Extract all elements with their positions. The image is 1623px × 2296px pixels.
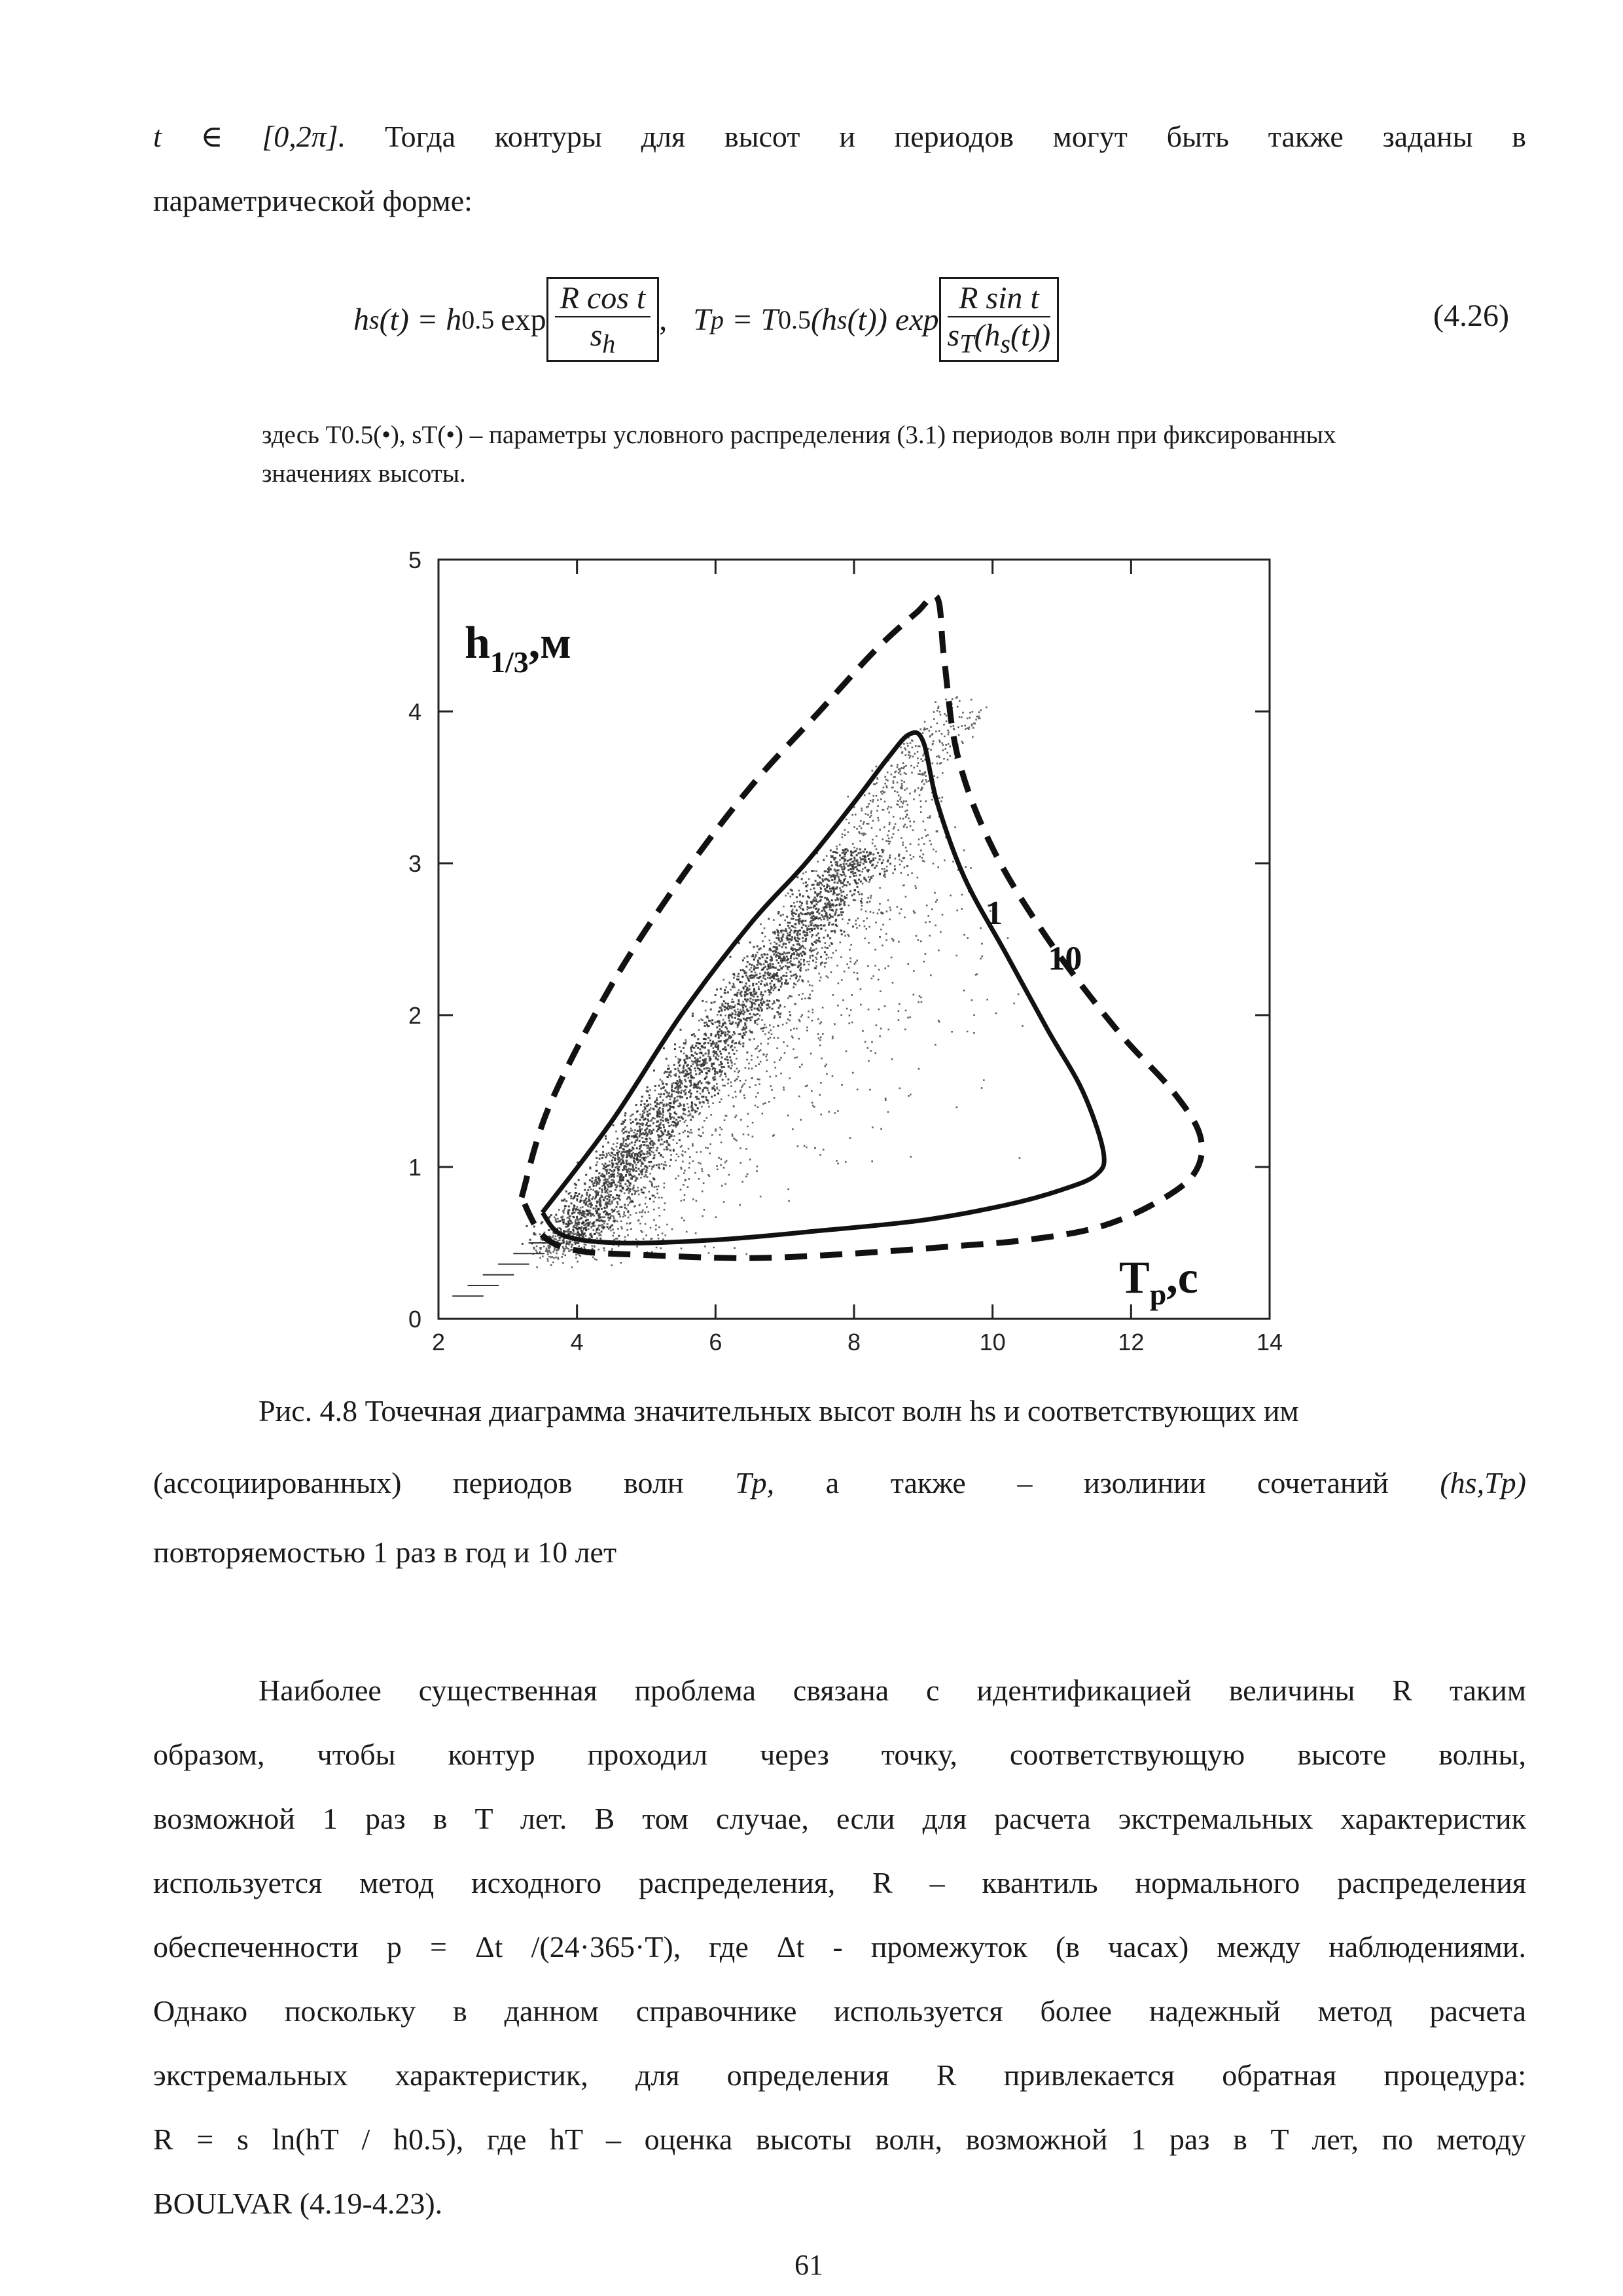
y-tick-label: 3 bbox=[408, 850, 421, 877]
eq-frac-2 bbox=[948, 280, 1051, 359]
eq-T05: = T bbox=[731, 302, 779, 337]
eq-exp-1: exp bbox=[501, 302, 546, 337]
eq-T05-arg-end: (t)) exp bbox=[847, 302, 939, 337]
text-line-1 bbox=[153, 105, 1526, 169]
y-tick-label: 5 bbox=[408, 547, 421, 573]
cap-word-d: Tp, bbox=[735, 1466, 775, 1499]
eq-frac-1 bbox=[555, 280, 651, 359]
eq-den-2 bbox=[948, 317, 1051, 359]
scatter-cloud bbox=[452, 696, 1024, 1297]
x-tick-label: 12 bbox=[1118, 1329, 1145, 1355]
contours bbox=[522, 596, 1202, 1259]
eq-bracket-2 bbox=[939, 277, 1060, 363]
eq-comma: , bbox=[659, 302, 668, 337]
body-line-5: обеспеченности p = Δt /(24·365·T), где Δt - промежуток (в часах) между наблюдениями. bbox=[153, 1930, 1526, 1964]
equation-number: (4.26) bbox=[1433, 298, 1509, 333]
cap-word-f: также bbox=[890, 1466, 966, 1499]
body-line-4: используется метод исходного распределения, R – квантиль нормального распределения bbox=[153, 1866, 1526, 1899]
eq-den-2-arg: (h bbox=[974, 317, 1001, 353]
eq-den-1-sub: h bbox=[602, 329, 616, 359]
contour-label-10: 10 bbox=[1048, 940, 1082, 978]
page-number: 61 bbox=[794, 2249, 823, 2281]
cap-word-c: волн bbox=[624, 1466, 684, 1499]
eq-h-sub: s bbox=[369, 304, 380, 334]
figure-caption-line-3: повторяемостью 1 раз в год и 10 лет bbox=[153, 1535, 617, 1569]
contour-10 bbox=[522, 596, 1202, 1259]
cap-word-j: (hs,Tp) bbox=[1440, 1466, 1526, 1499]
x-tick-label: 14 bbox=[1256, 1329, 1283, 1355]
eq-bracket-1 bbox=[546, 277, 660, 363]
x-tick-label: 6 bbox=[709, 1329, 722, 1355]
eq-den-2-arg-end: (t)) bbox=[1010, 317, 1051, 353]
body-line-2: образом, чтобы контур проходил через точку, соответствующую высоте волны, bbox=[153, 1738, 1526, 1771]
y-tick-label: 2 bbox=[408, 1002, 421, 1029]
x-tick-label: 4 bbox=[570, 1329, 584, 1355]
x-tick-label: 10 bbox=[979, 1329, 1006, 1355]
cap-word-a: (ассоциированных) bbox=[153, 1466, 402, 1499]
eq-T05-arg-sub: s bbox=[837, 304, 847, 334]
eq-T05-sub: 0.5 bbox=[778, 304, 812, 334]
y-axis-label: $h_{1/3},м$ bbox=[465, 618, 571, 679]
eq-num-2: R sin t bbox=[948, 280, 1051, 317]
eq-h: h bbox=[353, 302, 369, 337]
param-range: t ∈ [0,2π]. bbox=[153, 120, 346, 153]
x-tick-label: 8 bbox=[847, 1329, 861, 1355]
cap-word-g: – bbox=[1017, 1466, 1033, 1499]
figure-caption-line-2 bbox=[153, 1450, 1526, 1516]
cap-word-i: сочетаний bbox=[1257, 1466, 1389, 1499]
y-tick-label: 4 bbox=[408, 698, 421, 725]
eq-num-1: R cos t bbox=[555, 280, 651, 317]
eq-den-1 bbox=[555, 317, 651, 359]
eq-den-2-s: s bbox=[947, 317, 960, 353]
y-tick-label: 1 bbox=[408, 1154, 421, 1181]
body-line-9: BOULVAR (4.19-4.23). bbox=[153, 2187, 443, 2220]
x-axis-label: $T_p,c$ bbox=[1119, 1253, 1198, 1311]
cap-word-b: периодов bbox=[453, 1466, 573, 1499]
note-line-2: значениях высоты. bbox=[262, 459, 466, 488]
body-line-1: Наиболее существенная проблема связана с идентификацией величины R таким bbox=[259, 1674, 1526, 1707]
text-line-2: параметрической форме: bbox=[153, 184, 473, 217]
eq-h-arg: (t) = h bbox=[379, 302, 462, 337]
y-tick-label: 0 bbox=[408, 1306, 421, 1333]
body-line-6: Однако поскольку в данном справочнике используется более надежный метод расчета bbox=[153, 1994, 1526, 2028]
eq-T05-arg: (h bbox=[811, 302, 838, 337]
eq-den-2-arg-sub: s bbox=[1000, 329, 1010, 359]
eq-Tp: T bbox=[693, 302, 711, 337]
figure-caption-line-1: Рис. 4.8 Точечная диаграмма значительных высот волн hs и соответствующих им bbox=[259, 1394, 1299, 1427]
body-line-3: возможной 1 раз в T лет. В том случае, если для расчета экстремальных характеристик bbox=[153, 1802, 1526, 1835]
equation-4-26 bbox=[353, 260, 1059, 378]
note-line-1: здесь T0.5(•), sT(•) – параметры условного распределения (3.1) периодов волн при фиксированных bbox=[262, 421, 1336, 449]
cap-word-e: а bbox=[825, 1466, 840, 1499]
text-line-1-rest: Тогда контуры для высот и периодов могут быть также заданы в bbox=[385, 120, 1527, 153]
contour-label-1: 1 bbox=[986, 894, 1003, 932]
eq-den-1-s: s bbox=[590, 317, 603, 353]
body-line-7: экстремальных характеристик, для определения R привлекается обратная процедура: bbox=[153, 2058, 1526, 2092]
eq-Tp-sub: p bbox=[710, 304, 724, 334]
eq-den-2-sub: T bbox=[959, 329, 974, 359]
plot-frame bbox=[438, 560, 1270, 1319]
cap-word-h: изолинии bbox=[1084, 1466, 1206, 1499]
x-tick-label: 2 bbox=[431, 1329, 446, 1355]
eq-h05-sub: 0.5 bbox=[461, 304, 495, 334]
scatter-chart bbox=[366, 537, 1322, 1355]
axis-ticks bbox=[438, 560, 1270, 1319]
body-line-8: R = s ln(hT / h0.5), где hT – оценка высоты волн, возможной 1 раз в T лет, по методу bbox=[153, 2123, 1526, 2156]
